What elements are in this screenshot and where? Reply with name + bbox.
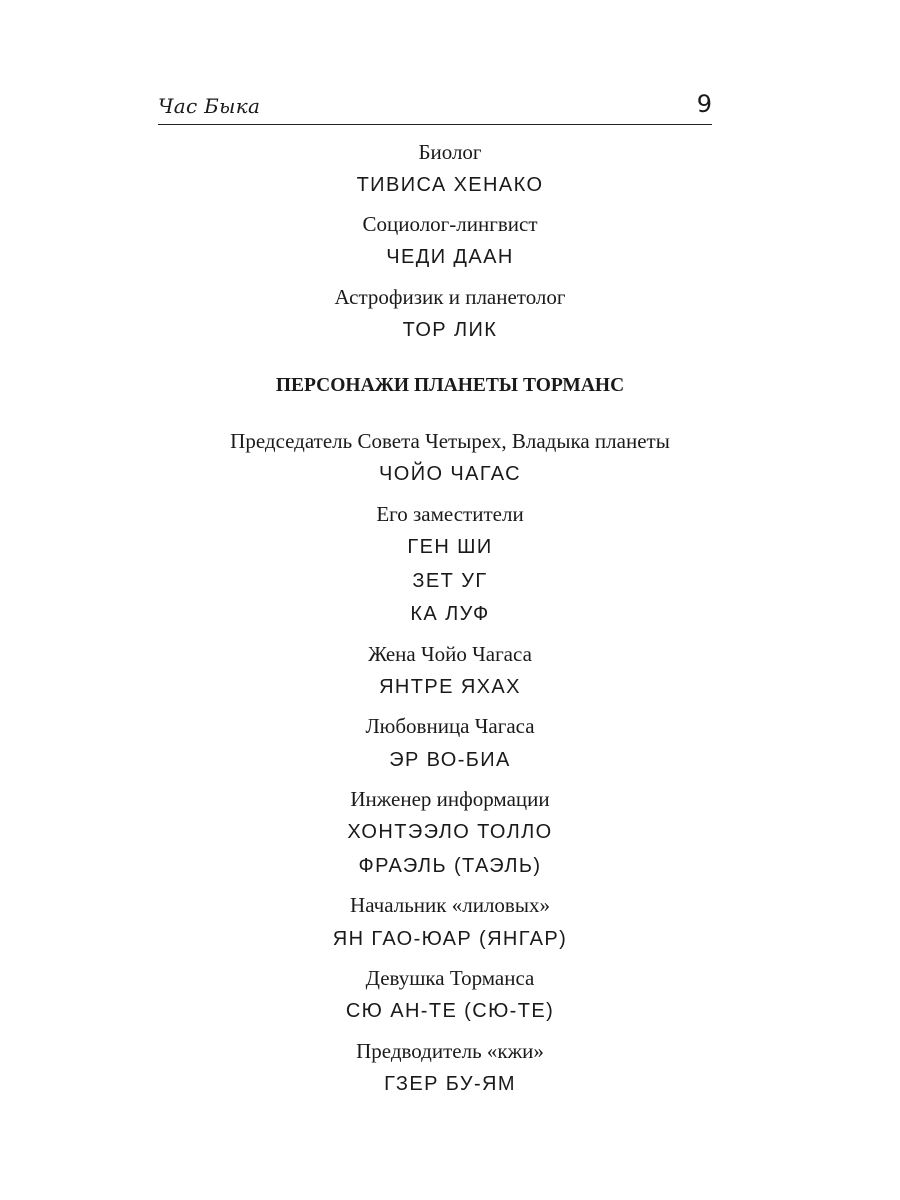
- character-name: ЭР ВО-БИА: [389, 749, 511, 771]
- character-name: КА ЛУФ: [410, 603, 490, 625]
- role-label: Председатель Совета Четырех, Владыка планеты: [230, 429, 670, 453]
- role-label: Его заместители: [376, 502, 524, 526]
- role-label: Начальник «лиловых»: [350, 893, 550, 917]
- character-name: ЯНТРЕ ЯХАХ: [379, 676, 521, 698]
- character-name: ЧЕДИ ДААН: [386, 246, 514, 268]
- role-label: Астрофизик и планетолог: [334, 285, 566, 309]
- role-label: Биолог: [418, 140, 482, 164]
- role-label: Жена Чойо Чагаса: [368, 642, 532, 666]
- character-name: ЯН ГАО-ЮАР (ЯНГАР): [332, 928, 568, 950]
- character-name: ФРАЭЛЬ (ТАЭЛЬ): [358, 855, 542, 877]
- character-name: ГЗЕР БУ-ЯМ: [384, 1073, 516, 1095]
- section-heading: ПЕРСОНАЖИ ПЛАНЕТЫ ТОРМАНС: [275, 375, 625, 396]
- running-title: Час Быка: [158, 94, 261, 118]
- role-label: Социолог-лингвист: [362, 212, 538, 236]
- character-name: ГЕН ШИ: [407, 536, 493, 558]
- character-name: ТОР ЛИК: [402, 319, 498, 341]
- character-name: ЧОЙО ЧАГАС: [379, 463, 521, 485]
- role-label: Любовница Чагаса: [365, 714, 535, 738]
- running-header: [158, 92, 712, 125]
- character-name: ТИВИСА ХЕНАКО: [356, 174, 544, 196]
- role-label: Инженер информации: [350, 787, 550, 811]
- character-name: СЮ АН-ТЕ (СЮ-ТЕ): [345, 1000, 555, 1022]
- role-label: Предводитель «кжи»: [356, 1039, 544, 1063]
- role-label: Девушка Торманса: [365, 966, 535, 990]
- character-name: ХОНТЭЭЛО ТОЛЛО: [347, 821, 553, 843]
- page-number: 9: [696, 90, 712, 118]
- character-name: ЗЕТ УГ: [412, 570, 488, 592]
